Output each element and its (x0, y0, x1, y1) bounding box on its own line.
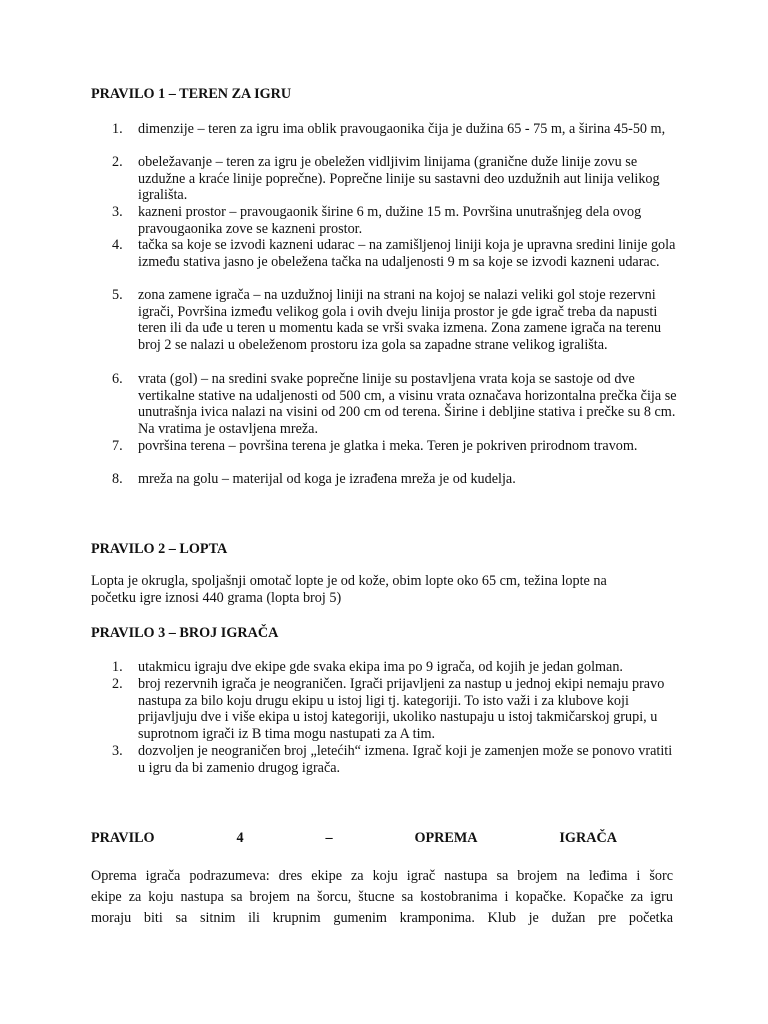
list-item (91, 287, 678, 371)
list-item-number: 4. (112, 237, 123, 253)
section-2-title: PRAVILO 2 – LOPTA (91, 541, 228, 557)
list-item-number: 6. (112, 371, 123, 387)
list-item-number: 8. (112, 471, 123, 487)
section-4-title-word: PRAVILO (91, 830, 155, 846)
section-4-body-line: ekipe za koju nastupa sa brojem na šorcu, štucne sa kostobranima i kopačke. Kopačke za igru (91, 889, 673, 905)
list-item (91, 237, 678, 287)
section-3-list (91, 659, 673, 776)
list-item-text: utakmicu igraju dve ekipe gde svaka ekipa ima po 9 igrača, od kojih je jedan golman. (138, 659, 623, 675)
list-item-text: dozvoljen je neograničen broj „letećih“ izmena. Igrač koji je zamenjen može se ponovo vratiti u igru da bi zamenio drugog igrača. (138, 743, 673, 776)
list-item-text: tačka sa koje se izvodi kazneni udarac – na zamišljenoj liniji koja je upravna sredini linije gola između stativa jasno je obeležena tačka na udaljenosti 9 m sa koje se izvodi kazneni udarac. (138, 237, 676, 270)
list-item (91, 743, 678, 776)
section-2-body: Lopta je okrugla, spoljašnji omotač lopte je od kože, obim lopte oko 65 cm, težina lopte na početku igre iznosi 440 grama (lopta broj 5) (91, 573, 607, 606)
list-item (91, 438, 678, 471)
list-item (91, 659, 678, 676)
list-item (91, 471, 678, 488)
list-item-text: obeležavanje – teren za igru je obeležen vidljivim linijama (granične duže linije zovu se uzdužne a kraće linije poprečne). Poprečne linije su sastavni deo uzdužnih aut linija velikog igrališta. (138, 154, 660, 204)
document-page (91, 0, 677, 1024)
section-4-title (91, 830, 617, 847)
list-item-number: 3. (112, 743, 123, 759)
list-item (91, 121, 678, 154)
list-item-text: mreža na golu – materijal od koga je izrađena mreža je od kudelja. (138, 471, 516, 487)
list-item-number: 7. (112, 438, 123, 454)
list-item-number: 3. (112, 204, 123, 220)
list-item-number: 5. (112, 287, 123, 303)
list-item-text: vrata (gol) – na sredini svake poprečne linije su postavljena vrata koja se sastoje od dve vertikalne stative na udaljenosti od 500 cm, a visinu vrata označava horizontalna prečka čija se unutrašnja ivica nalazi na visini od 200 cm od terena. Širine i debljine stativa i prečke su 8 cm. Na vratima je ostavljena mreža. (138, 371, 677, 437)
list-item-text: dimenzije – teren za igru ima oblik pravougaonika čija je dužina 65 - 75 m, a širina 45-50 m, (138, 121, 666, 137)
list-item-number: 1. (112, 659, 123, 675)
list-item-number: 2. (112, 676, 123, 692)
section-1-title: PRAVILO 1 – TEREN ZA IGRU (91, 86, 292, 102)
section-4-body-line: moraju biti sa sitnim ili krupnim gumenim kramponima. Klub je dužan pre početka (91, 910, 673, 926)
list-item-text: zona zamene igrača – na uzdužnoj liniji na strani na kojoj se nalazi veliki gol stoje rezervni igrači, Površina između velikog gola i ovih dveju linija prostor je gde igrač treba da napusti teren ili da uđe u teren u momentu kada se vrši svaka izmena. Zona zamene igrača na terenu broj 2 se nalazi u obeleženom prostoru iza gola sa zapadne strane velikog igrališta. (138, 287, 662, 353)
section-3-title: PRAVILO 3 – BROJ IGRAČA (91, 625, 279, 641)
list-item (91, 371, 678, 438)
list-item-number: 2. (112, 154, 123, 170)
section-4-title-word: IGRAČA (559, 830, 617, 846)
section-1-list (91, 121, 677, 488)
section-4-body-line: Oprema igrača podrazumeva: dres ekipe za koju igrač nastupa sa brojem na leđima i šorc (91, 868, 673, 884)
list-item-number: 1. (112, 121, 123, 137)
list-item (91, 154, 678, 204)
list-item-text: površina terena – površina terena je glatka i meka. Teren je pokriven prirodnom travom. (138, 438, 638, 454)
list-item-text: kazneni prostor – pravougaonik širine 6 m, dužine 15 m. Površina unutrašnjeg dela ovog pravougaonika zove se kazneni prostor. (138, 204, 642, 237)
section-4-title-word: – (325, 830, 333, 846)
section-4-title-word: 4 (236, 830, 244, 846)
list-item (91, 676, 678, 743)
list-item (91, 204, 678, 237)
list-item-text: broj rezervnih igrača je neograničen. Igrači prijavljeni za nastup u jednoj ekipi nemaju pravo nastupa za bilo koju drugu ekipu u istoj ligi tj. kategoriji. To isto važi i za klubove koji prijavljuju dve i više ekipa u istoj kategoriji, ukoliko nastupaju u istoj takmičarskoj grupi, u suprotnom igrači iz B tima mogu nastupati za A tim. (138, 676, 665, 742)
section-4-title-word: OPREMA (414, 830, 478, 846)
